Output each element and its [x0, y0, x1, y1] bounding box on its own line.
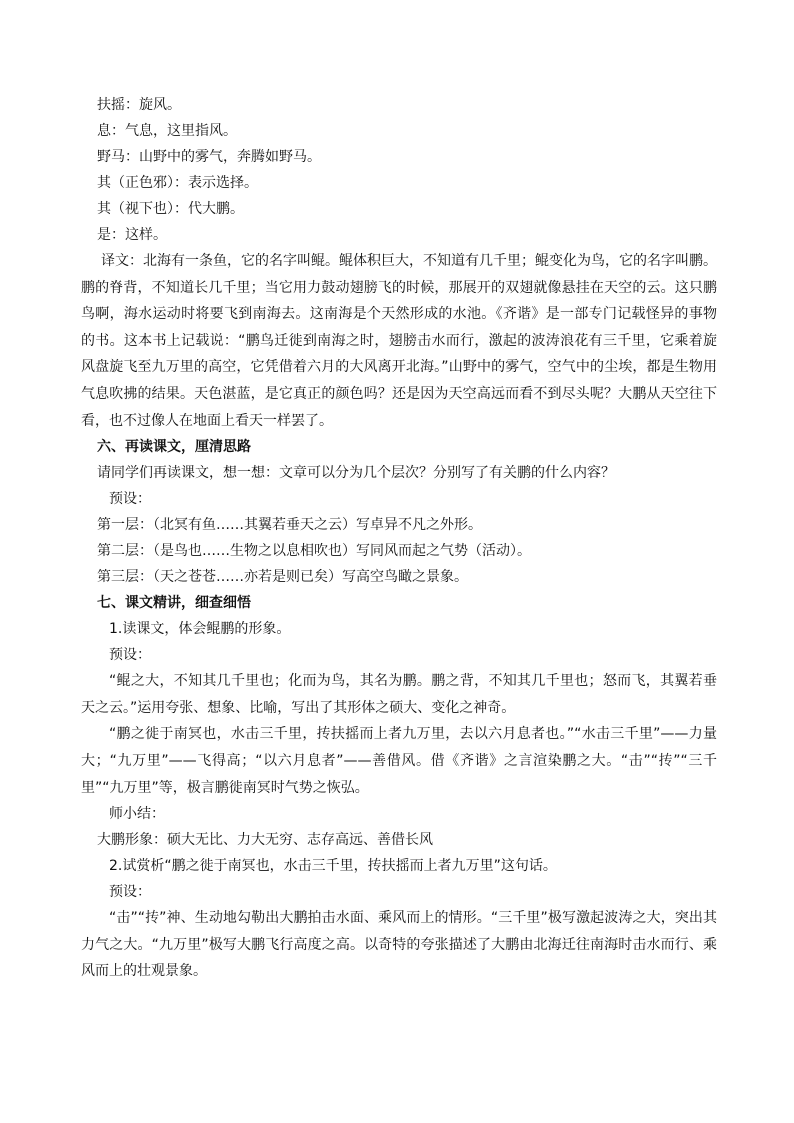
section-heading: 六、再读课文，厘清思路 [97, 439, 251, 456]
analysis-paragraph: “击”“抟”神、生动地勾勒出大鹏拍击水面、乘风而上的情形。“三千里”极写激起波涛之大，突出其力气之大。“九万里”极写大鹏飞行高度之高。以奇特的夸张描述了大鹏由北海迁往南海时击水而行、乘风而上的壮观景象。 [81, 910, 717, 980]
layer-item: 第一层：（北冥有鱼……其翼若垂天之云）写卓异不凡之外形。 [97, 517, 482, 534]
translation-paragraph: 译文：北海有一条鱼，它的名字叫鲲。鲲体积巨大，不知道有几千里；鲲变化为鸟，它的名字叫鹏。鹏的脊背，不知道长几千里；当它用力鼓动翅膀飞的时候，那展开的双翅就像悬挂在天空的云。这只鹏鸟啊，海水运动时将要飞到南海去。这南海是个天然形成的水池。《齐谐》是一部专门记载怪异的事物的书。这本书上记载说：“鹏鸟迁徙到南海之时，翅膀击水而行，激起的波涛浪花有三千里，它乘着旋风盘旋飞至九万里的高空，它凭借着六月的大风离开北海。”山野中的雾气，空气中的尘埃，都是生物用气息吹拂的结果。天色湛蓝，是它真正的颜色吗？还是因为天空高远而看不到尽头呢？大鹏从天空往下看，也不过像人在地面上看天一样罢了。 [81, 253, 717, 429]
summary-label: 师小结： [109, 806, 165, 823]
preset-label: 预设： [109, 884, 151, 901]
analysis-paragraph: “鲲之大，不知其几千里也；化而为鸟，其名为鹏。鹏之背，不知其几千里也；怒而飞，其翼若垂天之云。”运用夸张、想象、比喻，写出了其形体之硕大、变化之神奇。 [81, 673, 717, 716]
summary-text: 大鹏形象：硕大无比、力大无穷、志存高远、善借长风 [97, 832, 433, 849]
glossary-item: 息：气息，这里指风。 [97, 123, 237, 139]
layer-item: 第二层：（是鸟也……生物之以息相吹也）写同风而起之气势（活动）。 [97, 543, 531, 560]
preset-label: 预设： [109, 491, 151, 508]
section-heading: 七、课文精讲，细查细悟 [97, 595, 251, 612]
question-text: 请同学们再读课文，想一想：文章可以分为几个层次？分别写了有关鹏的什么内容？ [97, 465, 615, 482]
preset-label: 预设： [109, 647, 151, 664]
item-title: 1.读课文，体会鲲鹏的形象。 [109, 621, 291, 638]
item-title: 2.试赏析“鹏之徙于南冥也，水击三千里，抟扶摇而上者九万里”这句话。 [109, 858, 557, 875]
layer-item: 第三层：（天之苍苍……亦若是则已矣）写高空鸟瞰之景象。 [97, 569, 468, 586]
glossary-item: 是：这样。 [97, 227, 167, 243]
glossary-item: 野马：山野中的雾气，奔腾如野马。 [97, 149, 321, 165]
document-body [81, 92, 717, 985]
glossary-item: 其（视下也）：代大鹏。 [97, 201, 244, 217]
glossary-item: 扶摇：旋风。 [97, 97, 181, 113]
analysis-paragraph: “鹏之徙于南冥也，水击三千里，抟扶摇而上者九万里，去以六月息者也。”“水击三千里”——力量大；“九万里”——飞得高；“以六月息者”——善借风。借《齐谐》之言渲染鹏之大。“击”“抟”“三千里”“九万里”等，极言鹏徙南冥时气势之恢弘。 [81, 726, 717, 796]
glossary-item: 其（正色邪）：表示选择。 [97, 175, 258, 191]
